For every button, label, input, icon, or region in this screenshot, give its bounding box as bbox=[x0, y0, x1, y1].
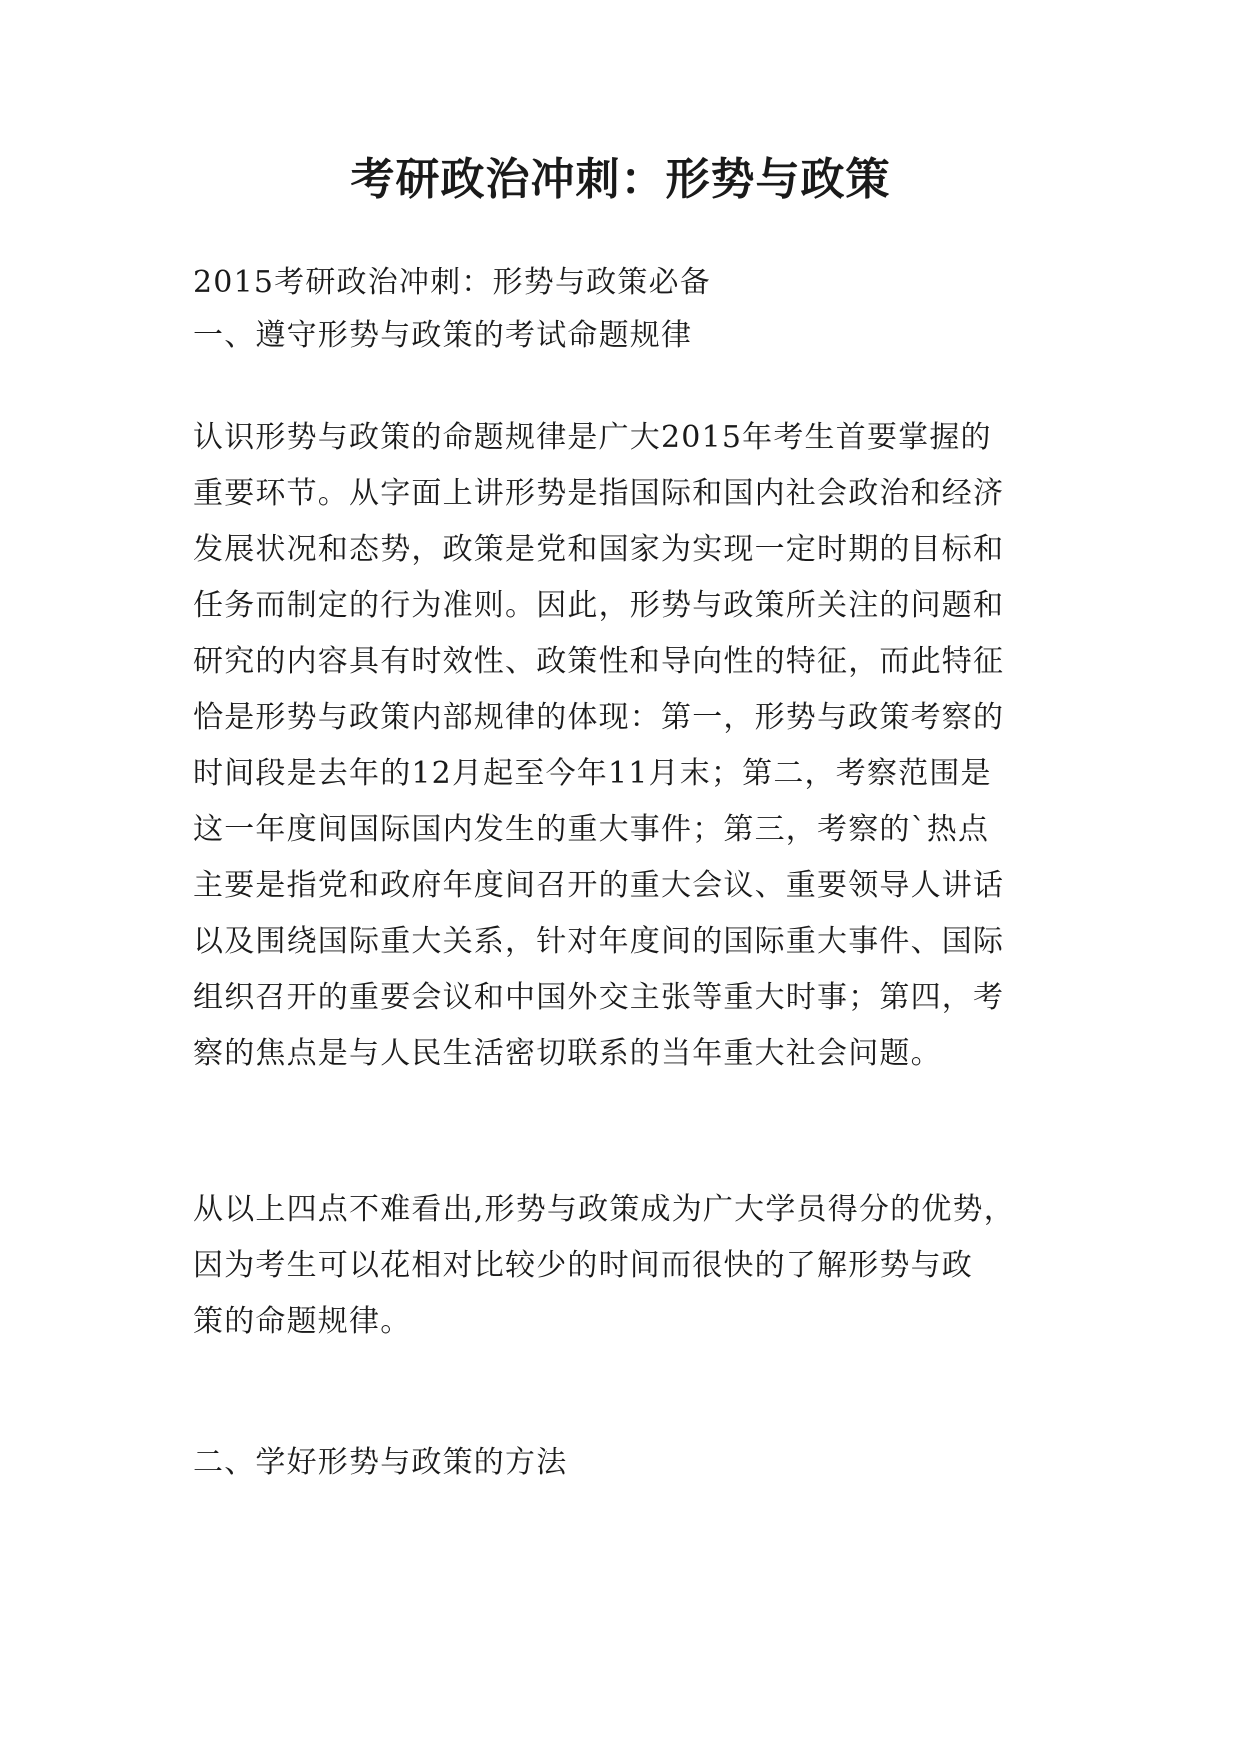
paragraph-line: 主要是指党和政府年度间召开的重大会议、重要领导人讲话 bbox=[193, 868, 1005, 903]
section-heading-2: 二、学好形势与政策的方法 bbox=[193, 1445, 568, 1480]
paragraph-line: 以及围绕国际重大关系，针对年度间的国际重大事件、国际 bbox=[193, 924, 1005, 959]
paragraph-1 bbox=[193, 410, 1053, 1082]
document-title: 考研政治冲刺：形势与政策 bbox=[350, 154, 891, 205]
paragraph-line: 因为考生可以花相对比较少的时间而很快的了解形势与政 bbox=[193, 1248, 973, 1283]
paragraph-line: 认识形势与政策的命题规律是广大2015年考生首要掌握的 bbox=[193, 420, 992, 455]
document-subtitle: 2015考研政治冲刺：形势与政策必备 bbox=[193, 265, 711, 300]
paragraph-line: 发展状况和态势，政策是党和国家为实现一定时期的目标和 bbox=[193, 532, 1005, 567]
paragraph-line: 从以上四点不难看出,形势与政策成为广大学员得分的优势， bbox=[193, 1192, 1015, 1227]
paragraph-line: 察的焦点是与人民生活密切联系的当年重大社会问题。 bbox=[193, 1036, 942, 1071]
paragraph-line: 重要环节。从字面上讲形势是指国际和国内社会政治和经济 bbox=[193, 476, 1005, 511]
paragraph-line: 策的命题规律。 bbox=[193, 1304, 412, 1339]
paragraph-line: 研究的内容具有时效性、政策性和导向性的特征，而此特征 bbox=[193, 644, 1005, 679]
paragraph-line: 任务而制定的行为准则。因此，形势与政策所关注的问题和 bbox=[193, 588, 1005, 623]
paragraph-line: 时间段是去年的12月起至今年11月末；第二，考察范围是 bbox=[193, 756, 992, 791]
section-heading-1: 一、遵守形势与政策的考试命题规律 bbox=[193, 318, 693, 353]
paragraph-2 bbox=[193, 1182, 1053, 1350]
paragraph-line: 组织召开的重要会议和中国外交主张等重大时事；第四，考 bbox=[193, 980, 1005, 1015]
paragraph-line: 这一年度间国际国内发生的重大事件；第三，考察的`热点 bbox=[193, 812, 990, 847]
paragraph-line: 恰是形势与政策内部规律的体现：第一，形势与政策考察的 bbox=[193, 700, 1005, 735]
